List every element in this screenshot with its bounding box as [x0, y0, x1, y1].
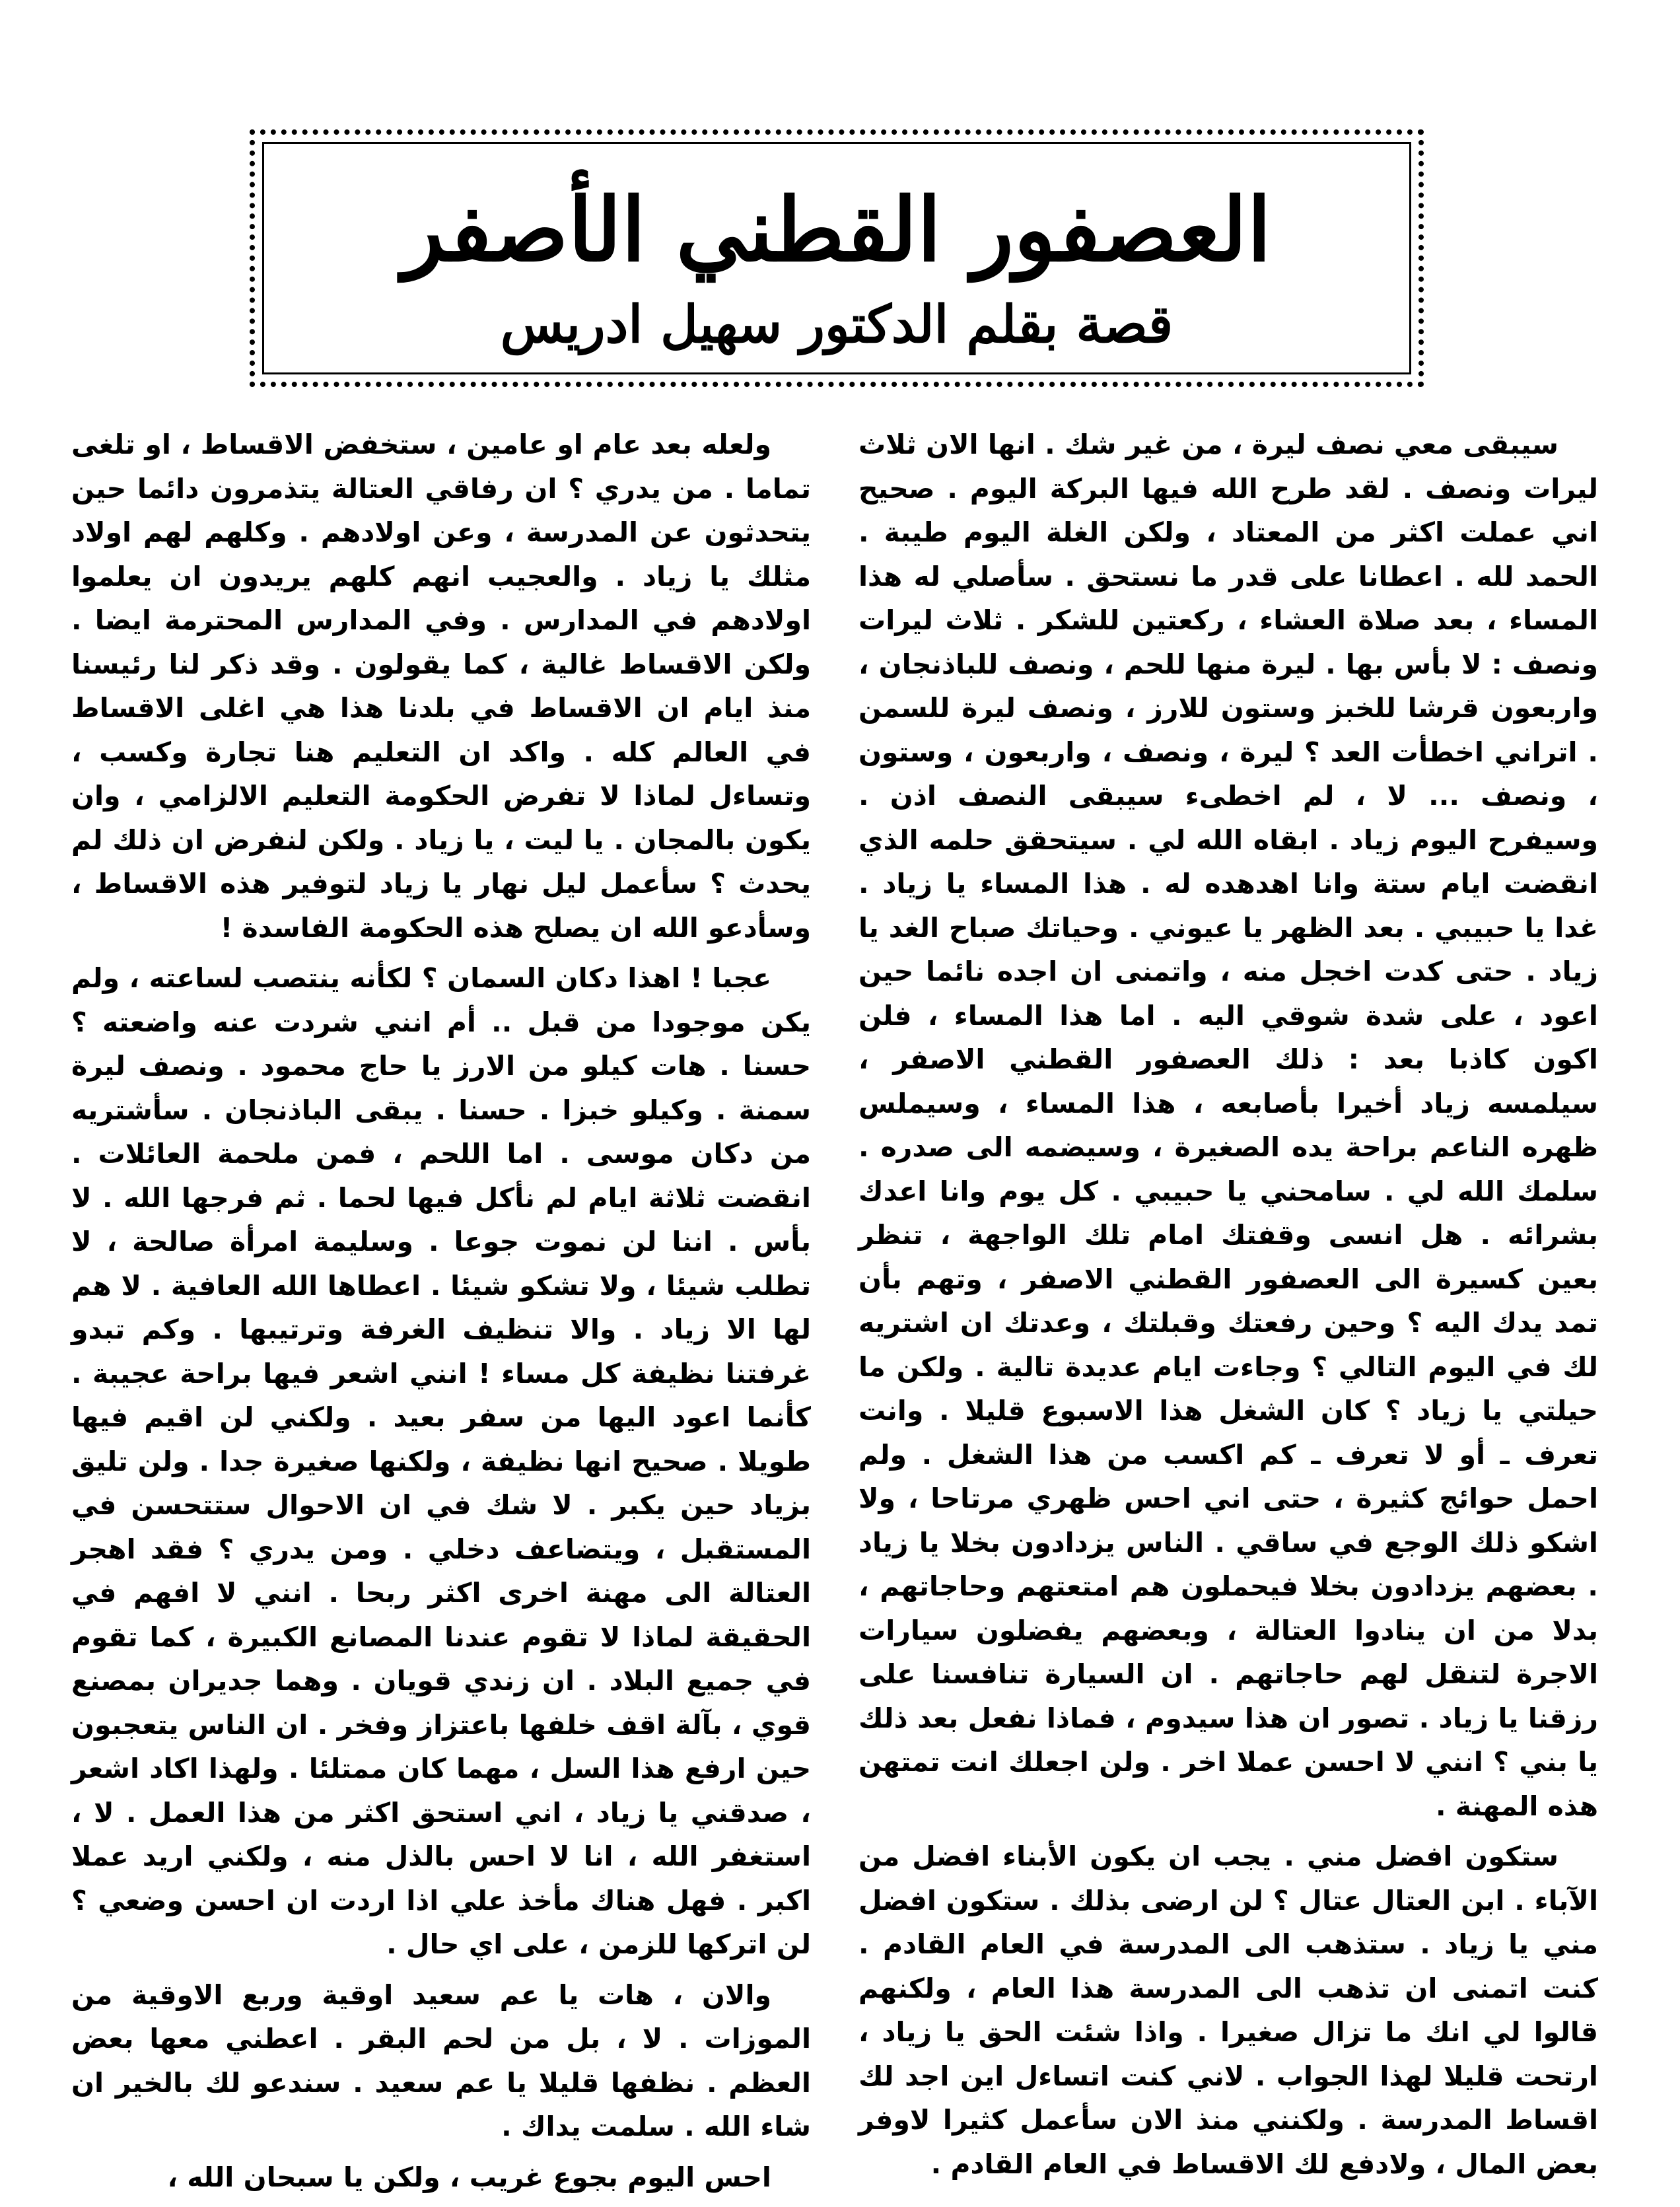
paragraph: عجبا ! اهذا دكان السمان ؟ لكأنه ينتصب لساعته ، ولم يكن موجودا من قبل .. أم انني شردت عنه واضعته ؟ حسنا . هات كيلو من الارز يا حاج محمود . ونصف ليرة سمنة . وكيلو خبزا . حسنا . يبقى الباذنجان . سأشتريه من دكان موسى . اما اللحم ، فمن ملحمة العائلات . انقضت ثلاثة ايام لم نأكل فيها لحما . ثم فرجها الله . لا بأس . اننا لن نموت جوعا . وسليمة امرأة صالحة ، لا تطلب شيئا ، ولا تشكو شيئا . اعطاها الله العافية . لا هم لها الا زياد . والا تنظيف الغرفة وترتيبها . وكم تبدو غرفتنا نظيفة كل مساء ! انني اشعر فيها براحة عجيبة . كأنما اعود اليها من سفر بعيد . ولكني لن اقيم فيها طويلا . صحيح انها نظيفة ، ولكنها صغيرة جدا . ولن تليق بزياد حين يكبر . لا شك في ان الاحوال ستتحسن في المستقبل ، ويتضاعف دخلي . ومن يدري ؟ فقد اهجر العتالة الى مهنة اخرى اكثر ربحا . انني لا افهم في الحقيقة لماذا لا تقوم عندنا المصانع الكبيرة ، كما تقوم في جميع البلاد . ان زندي قويان . وهما جديران بمصنع قوي ، بآلة اقف خلفها باعتزاز وفخر . ان الناس يتعجبون حين ارفع هذا السل ، مهما كان ممتلئا . ولهذا اكاد اشعر ، صدقني يا زياد ، اني استحق اكثر من هذا العمل . لا ، استغفر الله ، انا لا احس بالذل منه ، ولكني اريد عملا اكبر . فهل هناك مأخذ علي اذا اردت ان احسن وضعي ؟ لن اتركها للزمن ، على اي حال .: [71, 962, 811, 1960]
paragraph: ولعله بعد عام او عامين ، ستخفض الاقساط ، او تلغى تماما . من يدري ؟ ان رفاقي العتالة يتذمرون دائما حين يتحدثون عن المدرسة ، وعن اولادهم . وكلهم لهم اولاد مثلك يا زياد . والعجيب انهم كلهم يريدون ان يعلموا اولادهم في المدارس . وفي المدارس المحترمة ايضا . ولكن الاقساط غالية ، كما يقولون . وقد ذكر لنا رئيسنا منذ ايام ان الاقساط في بلدنا هذا هي اغلى الاقساط في العالم كله . واكد ان التعليم هنا تجارة وكسب ، وتساءل لماذا لا تفرض الحكومة التعليم الالزامي ، وان يكون بالمجان . يا ليت ، يا زياد . ولكن لنفرض ان ذلك لم يحدث ؟ سأعمل ليل نهار يا زياد لتوفير هذه الاقساط ، وسأدعو الله ان يصلح هذه الحكومة الفاسدة !: [71, 429, 811, 944]
title-frame: [250, 129, 1424, 387]
paragraph: ستكون افضل مني . يجب ان يكون الأبناء افضل من الآباء . ابن العتال عتال ؟ لن ارضى بذلك . ستكون افضل مني يا زياد . ستذهب الى المدرسة في العام القادم . كنت اتمنى ان تذهب الى المدرسة هذا العام ، ولكنهم قالوا لي انك ما تزال صغيرا . واذا شئت الحق يا زياد ، ارتحت قليلا لهذا الجواب . لاني كنت اتساءل اين اجد لك اقساط المدرسة . ولكنني منذ الان سأعمل كثيرا لاوفر بعض المال ، ولادفع لك الاقساط في العام القادم .: [858, 1840, 1598, 2180]
text-column-right: [858, 423, 1598, 2180]
paragraph: والان ، هات يا عم سعيد اوقية وربع الاوقية من الموزات . لا ، بل من لحم البقر . اعطني معها بعض العظم . نظفها قليلا يا عم سعيد . سندعو لك بالخير ان شاء الله . سلمت يداك .: [71, 1979, 811, 2142]
paragraph: احس اليوم بجوع غريب ، ولكن يا سبحان الله ،: [167, 2161, 771, 2193]
story-title: العصفور القطني الأصفر: [402, 179, 1272, 281]
text-column-left: [71, 423, 811, 2193]
paragraph: سيبقى معي نصف ليرة ، من غير شك . انها الان ثلاث ليرات ونصف . لقد طرح الله فيها البركة اليوم . صحيح اني عملت اكثر من المعتاد ، ولكن الغلة اليوم طيبة . الحمد لله . اعطانا على قدر ما نستحق . سأصلي له هذا المساء ، بعد صلاة العشاء ، ركعتين للشكر . ثلاث ليرات ونصف : لا بأس بها . ليرة منها للحم ، ونصف للباذنجان ، واربعون قرشا للخبز وستون للارز ، ونصف ليرة للسمن . اتراني اخطأت العد ؟ ليرة ، ونصف ، واربعون ، وستون ، ونصف ... لا ، لم اخطىء سيبقى النصف اذن . وسيفرح اليوم زياد . ابقاه الله لي . سيتحقق حلمه الذي انقضت ايام ستة وانا اهدهده له . هذا المساء يا زياد . غدا يا حبيبي . بعد الظهر يا عيوني . وحياتك صباح الغد يا زياد . حتى كدت اخجل منه ، واتمنى ان اجده نائما حين اعود ، على شدة شوقي اليه . اما هذا المساء ، فلن اكون كاذبا بعد : ذلك العصفور القطني الاصفر ، سيلمسه زياد أخيرا بأصابعه ، هذا المساء ، وسيملس ظهره الناعم براحة يده الصغيرة ، وسيضمه الى صدره . سلمك الله لي . سامحني يا حبيبي . كل يوم وانا اعدك بشرائه . هل انسى وقفتك امام تلك الواجهة ، تنظر بعين كسيرة الى العصفور القطني الاصفر ، وتهم بأن تمد يدك اليه ؟ وحين رفعتك وقبلتك ، وعدتك ان اشتريه لك في اليوم التالي ؟ وجاءت ايام عديدة تالية . ولكن ما حيلتي يا زياد ؟ كان الشغل هذا الاسبوع قليلا . وانت تعرف ـ أو لا تعرف ـ كم اكسب من هذا الشغل . ولم احمل حوائج كثيرة ، حتى اني احس ظهري مرتاحا ، ولا اشكو ذلك الوجع في ساقي . الناس يزدادون بخلا يا زياد . بعضهم يزدادون بخلا فيحملون هم امتعتهم وحاجاتهم ، بدلا من ان ينادوا العتالة ، وبعضهم يفضلون سيارات الاجرة لتنقل لهم حاجاتهم . ان السيارة تنافسنا على رزقنا يا زياد . تصور ان هذا سيدوم ، فماذا نفعل بعد ذلك يا بني ؟ انني لا احسن عملا اخر . ولن اجعلك انت تمتهن هذه المهنة .: [858, 429, 1598, 1822]
author-byline: قصة بقلم الدكتور سهيل ادريس: [500, 295, 1173, 355]
